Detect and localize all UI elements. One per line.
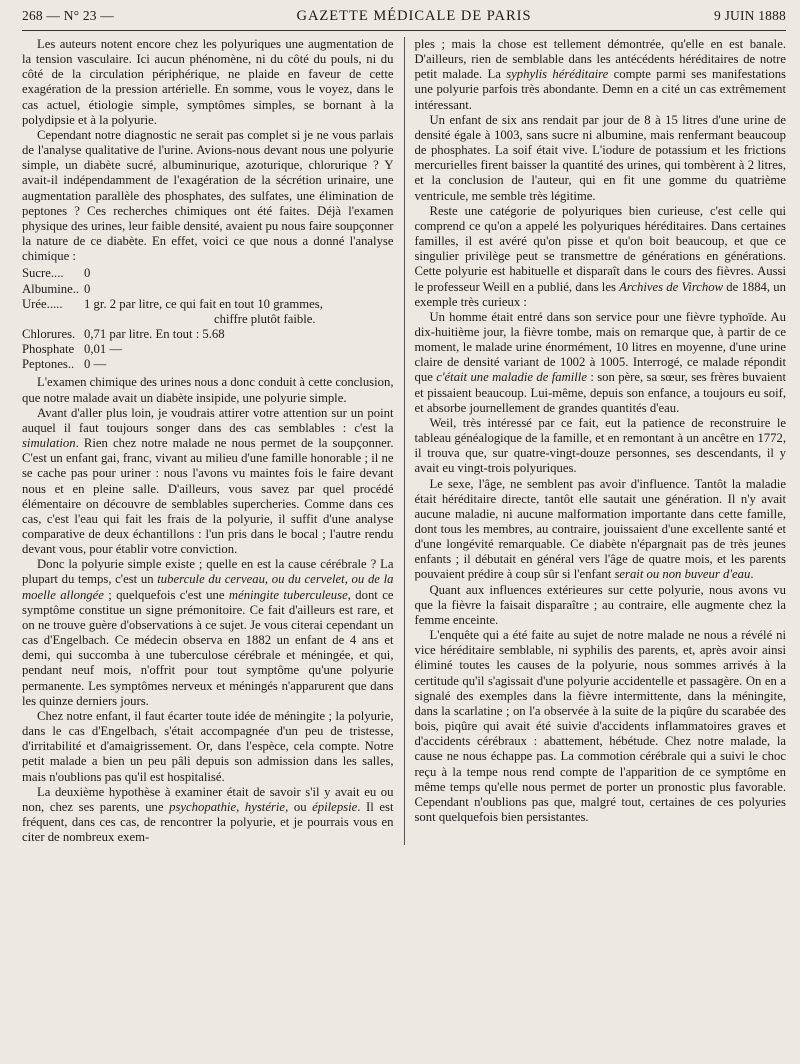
paragraph: Weil, très intéressé par ce fait, eut la patience de reconstruire le tableau généalogique de la famille, et en remontant à un ancêtre en 1772, il trouva que, sur quatre-vingt-douze personnes, ses descendants, il y avait eu vingt-trois polyuriques. [414, 415, 786, 476]
analysis-row: chiffre plutôt faible. [214, 311, 316, 326]
paragraph: L'examen chimique des urines nous a donc conduit à cette conclusion, que notre malade avait un diabète insipide, une polyurie simple. [22, 375, 394, 405]
analysis-row: Phosphate 0,01 — [22, 342, 123, 357]
analysis-row: Urée..... 1 gr. 2 par litre, ce qui fait en tout 10 grammes, [22, 296, 323, 311]
paragraph: ples ; mais la chose est tellement démontrée, qu'elle en est banale. D'ailleurs, rien de semblable dans les antécédents héréditaires de notre petit malade. La syphylis héréditaire compte parmi ses manifestations une polyurie parfois très abondante. Demn en a cité un cas extrêmement intéressant. [414, 37, 786, 112]
paragraph: Un homme était entré dans son service pour une fièvre typhoïde. Au dix-huitième jour, la fièvre tombe, mais on remarque que, à partir de ce moment, le malade urine énormément, 10 litres en moyenne, d'une urine claire de densité variant de 1002 à 1005. Interrogé, ce malade répondit que c'était une maladie de famille : son père, sa sœur, ses frères buvaient et pissaient beaucoup. Lui-même, depuis son enfance, a toujours eu soif, et absorbe journellement de grandes quantités d'eau. [414, 309, 786, 415]
paragraph: Cependant notre diagnostic ne serait pas complet si je ne vous parlais de l'analyse qualitative de l'urine. Avions-nous devant nous une polyurie simple, un diabète sucré, albuminurique, azoturique, chlorurique ? Y avait-il indépendamment de l'exagération de la sécrétion urinaire, une augmentation parallèle des phosphates, des sulfates, une élimination de peptones ? Ces recherches chimiques ont été faites. Déjà l'examen physique des urines, leur faible densité, avaient pu nous faire soupçonner la nature de ce diabète. En effet, voici ce que nous a donné l'analyse chimique : [22, 127, 394, 264]
paragraph: Reste une catégorie de polyuriques bien curieuse, c'est celle qui comprend ce qu'on a appelé les polyuriques héréditaires. Dans certaines familles, il est avéré qu'on pisse et qu'on boit beaucoup, et que ce singulier privilège peut se transmettre de générations en générations. Cette polyurie est habituelle et disparaît dans le cours des fièvres. Aussi le professeur Weill en a publié, dans les Archives de Virchow de 1884, un exemple très curieux : [414, 203, 786, 309]
paragraph: La deuxième hypothèse à examiner était de savoir s'il y avait eu ou non, chez ses parents, une psychopathie, hystérie, ou épilepsie. Il est fréquent, dans ces cas, de rencontrer la polyurie, et je pourrais vous en citer de nombreux exem- [22, 784, 394, 845]
paragraph: Quant aux influences extérieures sur cette polyurie, nous avons vu que la fièvre la faisait disparaître ; au contraire, elle augmente chez la femme enceinte. [414, 582, 786, 627]
analysis-row: Peptones.. 0 — [22, 357, 107, 372]
paragraph: Le sexe, l'âge, ne semblent pas avoir d'influence. Tantôt la maladie était héréditaire directe, tantôt elle sautait une génération. Il n'y avait aucune maladie, ni aucune malformation importante dans cette famille, dont tous les membres, au contraire, jouissaient d'une excellente santé et d'une longévité remarquable. Ce diabète n'épargnait pas de très jeunes enfants ; il débutait en général vers l'âge de quatre mois, et les parents pouvaient prédire à coup sûr si l'enfant serait ou non buveur d'eau. [414, 476, 786, 582]
paragraph: Chez notre enfant, il faut écarter toute idée de méningite ; la polyurie, dans le cas d'Engelbach, s'était accompagnée d'un peu de tristesse, d'irritabilité et d'amaigrissement. Or, dans l'espèce, cela compte. Notre petit malade a bien un peu pâli depuis son admission dans les salles, mais n'oublions pas qu'il est hospitalisé. [22, 708, 394, 784]
analysis-row: Albumine.. 0 [22, 281, 91, 296]
analysis-row: Sucre.... 0 [22, 266, 91, 281]
journal-title: GAZETTE MÉDICALE DE PARIS [296, 8, 532, 24]
issue-date: 9 JUIN 1888 [714, 8, 786, 23]
page-number: 268 — N° 23 — [22, 8, 114, 23]
paragraph: Un enfant de six ans rendait par jour de 8 à 15 litres d'une urine de densité égale à 1003, sans sucre ni albumine, mais renfermant beaucoup de phosphates. La soif était vive. L'iodure de potassium et les frictions mercurielles firent baisser la quantité des urines, qui tombèrent à 2 litres, et la conclusion de l'auteur, qui en fit une gomme du quatrième ventricule, me semble très légitime. [414, 112, 786, 203]
left-column [22, 37, 404, 845]
page-header [22, 8, 786, 31]
paragraph: L'enquête qui a été faite au sujet de notre malade ne nous a révélé ni vice héréditaire semblable, ni syphilis des parents, et, après avoir ainsi éliminé toutes les causes de la polyurie, nous sommes arrivés à la certitude qu'il s'agissait d'une polyurie accidentelle et passagère. On en a signalé des exemples dans la fièvre intermittente, dans la méningite, dans la scarlatine ; on l'a observée à la suite de la piqûre du scarabée des bois, piqûre qui avait été suivie d'accidents inflammatoires graves et d'accidents cérébraux : abattement, hébétude. Chez notre malade, la cause ne nous échappe pas. La commotion cérébrale qui a suivi le choc reçu à la tempe nous rend compte de l'apparition de ce symptôme en même temps qu'elle nous permet de porter un pronostic plus favorable. Cependant n'oublions pas que, malgré tout, certaines de ces polyuries sont quelquefois bien persistantes. [414, 628, 786, 824]
paragraph: Donc la polyurie simple existe ; quelle en est la cause cérébrale ? La plupart du temps, c'est un tubercule du cerveau, ou du cervelet, ou de la moelle allongée ; quelquefois c'est une méningite tuberculeuse, dont ce symptôme constitue un signe prémonitoire. Ce fait d'ailleurs est rare, et on ne trouve guère d'observations à ce sujet. Je vous citerai cependant un cas d'Engelbach. Ce médecin observa en 1882 un enfant de 4 ans et demi, qui succomba à une tuberculose cérébrale et méningée, et qui, pendant neuf mois, n'offrit pour tout symptôme qu'une polyurie permanente. Les symptômes nerveux et méningés n'apparurent que dans les quinze derniers jours. [22, 557, 394, 708]
chemical-analysis-table [22, 266, 394, 372]
paragraph: Avant d'aller plus loin, je voudrais attirer votre attention sur un point auquel il faut toujours songer dans des cas semblables : c'est la simulation. Rien chez notre malade ne nous permet de la soupçonner. C'est un enfant gai, franc, vivant au milieu d'une famille honorable ; il ne se cache pas pour uriner : nous l'avons vu maintes fois le faire devant nous et en pleine salle. D'ailleurs, vous savez par quel procédé élémentaire on découvre de semblables supercheries. Comme dans ces cas, c'est l'eau qui fait les frais de la polyurie, il suffit d'une analyse comparative de deux échantillons : l'un pris dans le bocal ; l'autre rendu devant vous, pour établir votre conviction. [22, 405, 394, 557]
analysis-row: Chlorures. 0,71 par litre. En tout : 5.68 [22, 326, 225, 341]
paragraph: Les auteurs notent encore chez les polyuriques une augmentation de la tension vasculaire. Ici aucun phénomène, ni du côté du pouls, ni du côté de la circulation périphérique, ne plaide en faveur de cette exagération de la pression artérielle. En somme, vous le voyez, dans le cas actuel, étiologie simple, symptômes simples, se bornant à la polydipsie et à la polyurie. [22, 37, 394, 127]
right-column [404, 37, 787, 845]
text-columns [22, 37, 786, 845]
